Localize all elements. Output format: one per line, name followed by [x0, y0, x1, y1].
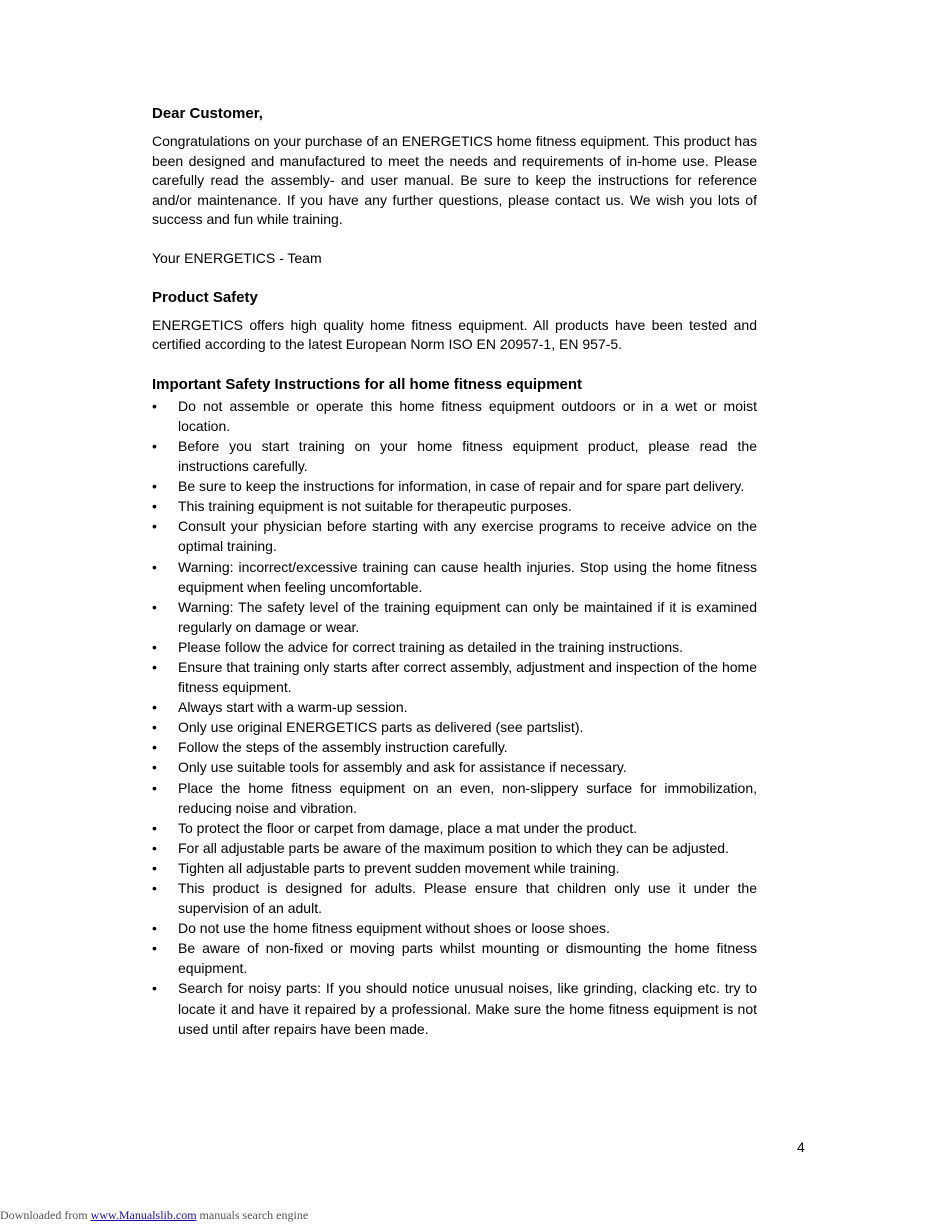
bullet-icon: • — [152, 920, 157, 937]
download-footer — [0, 1207, 308, 1223]
list-item: • Warning: incorrect/excessive training can cause health injuries. Stop using the home fitness equipment when feeling uncomfortable. — [152, 558, 757, 595]
list-item: • Warning: The safety level of the training equipment can only be maintained if it is examined regularly on damage or wear. — [152, 598, 757, 635]
bullet-icon: • — [152, 598, 157, 615]
bullet-icon: • — [152, 558, 157, 575]
page-number: 4 — [797, 1139, 805, 1155]
list-item: • Always start with a warm-up session. — [152, 697, 757, 717]
list-item: • Follow the steps of the assembly instruction carefully. — [152, 737, 757, 757]
greeting-heading: Dear Customer, — [152, 105, 263, 122]
bullet-icon: • — [152, 980, 157, 997]
bullet-icon: • — [152, 739, 157, 756]
safety-instructions-heading: Important Safety Instructions for all home fitness equipment — [152, 375, 583, 393]
list-item: • Be sure to keep the instructions for information, in case of repair and for spare part delivery. — [152, 476, 757, 496]
bullet-icon: • — [152, 699, 157, 716]
list-item: • Consult your physician before starting with any exercise programs to receive advice on the optimal training. — [152, 518, 757, 555]
bullet-icon: • — [152, 719, 157, 736]
list-item: • This training equipment is not suitable for therapeutic purposes. — [152, 496, 757, 516]
list-item: • Place the home fitness equipment on an even, non-slippery surface for immobilization, reducing noise and vibration. — [152, 779, 757, 816]
intro-paragraph: Congratulations on your purchase of an ENERGETICS home fitness equipment. This product has been designed and manufactured to meet the needs and requirements of in-home use. Please carefully read the assembly- and user manual. Be sure to keep the instructions for reference and/or maintenance. If you have any further questions, please contact us. We wish you lots of success and fun while training. — [152, 133, 757, 228]
footer-suffix: manuals search engine — [196, 1208, 309, 1222]
list-item: • Only use suitable tools for assembly and ask for assistance if necessary. — [152, 757, 757, 777]
bullet-icon: • — [152, 397, 157, 414]
list-item: • Only use original ENERGETICS parts as delivered (see partslist). — [152, 717, 757, 737]
bullet-icon: • — [152, 478, 157, 495]
bullet-icon: • — [152, 518, 157, 535]
bullet-icon: • — [152, 819, 157, 836]
manual-page — [152, 104, 757, 1039]
manualslib-link[interactable]: www.Manualslib.com — [90, 1208, 197, 1222]
bullet-icon: • — [152, 859, 157, 876]
footer-prefix: Downloaded from — [0, 1208, 91, 1222]
list-item: • This product is designed for adults. Please ensure that children only use it under the supervision of an adult. — [152, 880, 757, 917]
list-item: • Tighten all adjustable parts to prevent sudden movement while training. — [152, 858, 757, 878]
bullet-icon: • — [152, 759, 157, 776]
bullet-icon: • — [152, 498, 157, 515]
list-item: • Do not use the home fitness equipment without shoes or loose shoes. — [152, 918, 757, 938]
list-item: • For all adjustable parts be aware of the maximum position to which they can be adjusted. — [152, 838, 757, 858]
list-item: • Be aware of non-fixed or moving parts whilst mounting or dismounting the home fitness equipment. — [152, 940, 757, 977]
bullet-icon: • — [152, 779, 157, 796]
bullet-icon: • — [152, 839, 157, 856]
bullet-icon: • — [152, 940, 157, 957]
bullet-icon: • — [152, 658, 157, 675]
product-safety-heading: Product Safety — [152, 288, 258, 306]
product-safety-paragraph: ENERGETICS offers high quality home fitness equipment. All products have been tested and certified according to the latest European Norm ISO EN 20957-1, EN 957-5. — [152, 316, 757, 353]
list-item: • Before you start training on your home fitness equipment product, please read the instructions carefully. — [152, 437, 757, 475]
list-item: • To protect the floor or carpet from damage, place a mat under the product. — [152, 818, 757, 838]
bullet-icon: • — [152, 437, 157, 454]
list-item: • Do not assemble or operate this home fitness equipment outdoors or in a wet or moist location. — [152, 397, 757, 434]
bullet-icon: • — [152, 638, 157, 655]
list-item: • Please follow the advice for correct training as detailed in the training instructions. — [152, 637, 757, 657]
list-item: • Search for noisy parts: If you should notice unusual noises, like grinding, clacking etc. try to locate it and have it repaired by a professional. Make sure the home fitness equipment is not used until after repairs have been made. — [152, 980, 757, 1037]
list-item: • Ensure that training only starts after correct assembly, adjustment and inspection of the home fitness equipment. — [152, 658, 757, 696]
team-signature: Your ENERGETICS - Team — [152, 249, 322, 266]
bullet-icon: • — [152, 880, 157, 896]
safety-instructions-list — [152, 396, 757, 1039]
